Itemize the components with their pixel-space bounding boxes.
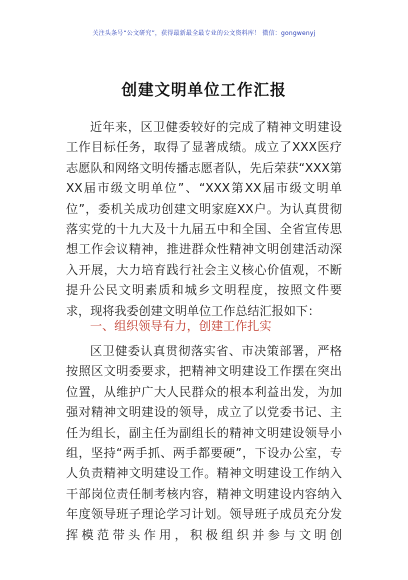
document-title: 创建文明单位工作汇报 (121, 81, 287, 99)
section-heading: 一、组织领导有力，创建工作扎实 (90, 319, 272, 333)
section-paragraph: 区卫健委认真贯彻落实省、市决策部署，严格按照区文明委要求，把精神文明建设工作摆在突出位置，从维护广大人民群众的根本利益出发，为加强对精神文明建设的领导，成立了以党委书记、主任为组长，副主任为副组长的精神文明建设领导小组，坚持“两手抓、两手都要硬”，下设办公室，专人负责精神文明建设工作。精神文明建设工作纳入干部岗位责任制考核内容，精神文明建设内容纳入年度领导班子理论学习计划。领导班子成员充分发挥模范带头作用，积极组织并参与文明创 (66, 344, 342, 542)
intro-paragraph: 近年来，区卫健委较好的完成了精神文明建设工作目标任务，取得了显著成绩。成立了XXX医疗志愿队和网络文明传播志愿者队，先后荣获“XXX第XX届市级文明单位”、“XXX第XX届市级文明单位”，委机关成功创建文明家庭XX户。为认真贯彻落实党的十九大及十九届五中和全国、全省宣传思想工作会议精神，推进群众性精神文明创建活动深入开展，大力培育践行社会主义核心价值观，不断提升公民文明素质和城乡文明程度，按照文件要求，现将我委创建文明单位工作总结汇报如下： (66, 120, 342, 318)
promo-banner: 关注头条号“公文研究”，获得最新最全最专业的公文资料库！ 微信：gongwenyj (92, 30, 316, 37)
